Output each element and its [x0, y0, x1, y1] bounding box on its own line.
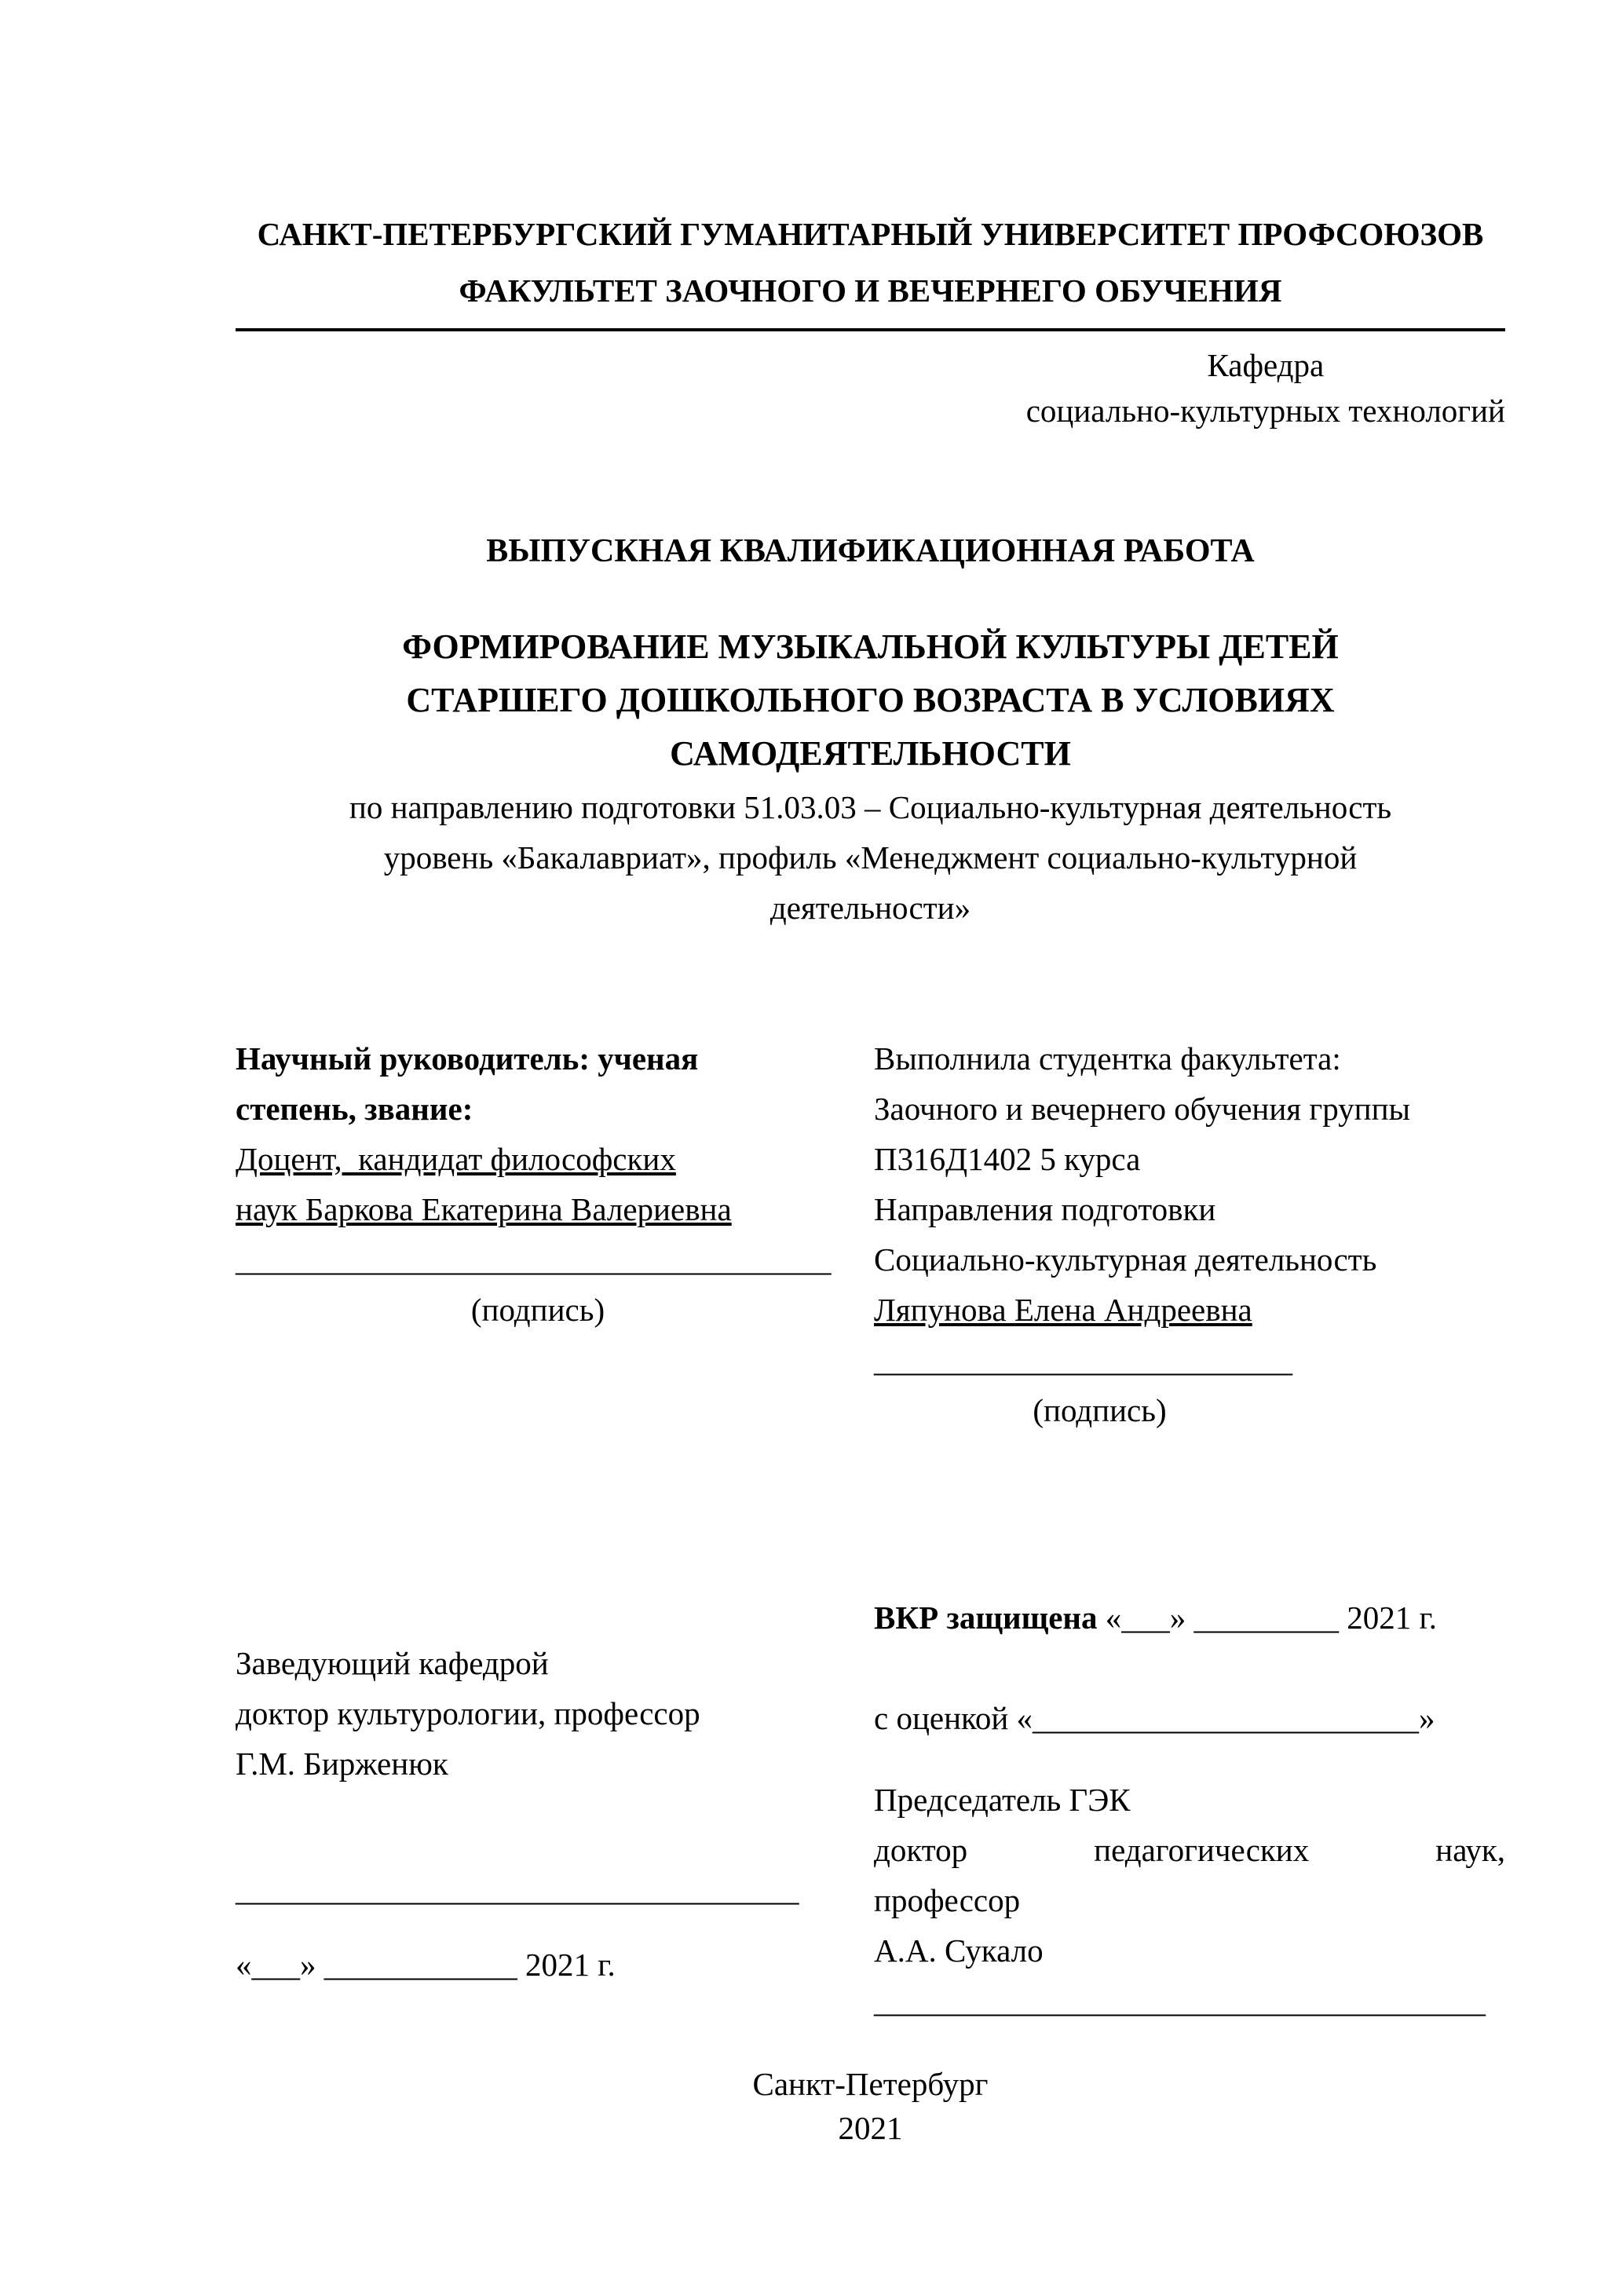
- university-name: САНКТ-ПЕТЕРБУРГСКИЙ ГУМАНИТАРНЫЙ УНИВЕРСИТЕТ ПРОФСОЮЗОВ: [257, 216, 1484, 252]
- supervisor-signature-line: _____________________________________: [236, 1241, 832, 1278]
- work-type-title: ВЫПУСКНАЯ КВАЛИФИКАЦИОННАЯ РАБОТА: [486, 533, 1255, 569]
- thesis-title-line2: СТАРШЕГО ДОШКОЛЬНОГО ВОЗРАСТА В УСЛОВИЯХ: [406, 681, 1335, 719]
- footer-year: 2021: [838, 2110, 903, 2146]
- head-of-department-block: [236, 1592, 840, 2026]
- committee-signature-line: ______________________________________: [874, 1983, 1486, 2019]
- student-info-line: Заочного и вечернего обучения группы: [874, 1091, 1411, 1127]
- signatures-top-section: [236, 1033, 1505, 1435]
- thesis-subtitle: [236, 782, 1505, 933]
- supervisor-signature-caption: (подпись): [470, 1292, 605, 1328]
- head-name: Г.М. Бирженюк: [236, 1746, 448, 1782]
- thesis-title: [236, 620, 1505, 781]
- grade-line: с оценкой «________________________»: [874, 1700, 1435, 1736]
- thesis-title-line1: ФОРМИРОВАНИЕ МУЗЫКАЛЬНОЙ КУЛЬТУРЫ ДЕТЕЙ: [402, 627, 1339, 666]
- student-block: [874, 1033, 1505, 1435]
- footer-block: [236, 2062, 1505, 2150]
- committee-chair-rank: профессор: [874, 1882, 1021, 1918]
- signatures-bottom-section: [236, 1592, 1505, 2026]
- defense-date-blank: «___» _________ 2021 г.: [1105, 1600, 1437, 1636]
- student-info-line: Направления подготовки: [874, 1191, 1216, 1227]
- level-profile-line2: деятельности»: [769, 890, 971, 926]
- defense-line: [874, 1592, 1505, 1643]
- supervisor-label-line1: Научный руководитель: ученая: [236, 1040, 699, 1077]
- level-profile-line1: уровень «Бакалавриат», профиль «Менеджмент социально-культурной: [383, 839, 1358, 876]
- department-name: социально-культурных технологий: [1025, 393, 1505, 429]
- supervisor-block: [236, 1033, 840, 1435]
- department-wrap: [236, 342, 1505, 433]
- head-position-line1: Заведующий кафедрой: [236, 1645, 549, 1681]
- supervisor-name-line2: наук Баркова Екатерина Валериевна: [236, 1191, 732, 1227]
- student-name: Ляпунова Елена Андреевна: [874, 1292, 1252, 1328]
- department-block: [1026, 342, 1505, 433]
- head-date-line: «___» ____________ 2021 г.: [236, 1947, 616, 1983]
- thesis-title-line3: САМОДЕЯТЕЛЬНОСТИ: [670, 734, 1071, 773]
- head-signature-line: ___________________________________: [236, 1871, 799, 1907]
- supervisor-name-line1: Доцент, кандидат философских: [236, 1141, 676, 1177]
- student-info-line: П316Д1402 5 курса: [874, 1141, 1141, 1177]
- student-info-line: Выполнила студентка факультета:: [874, 1040, 1341, 1077]
- student-info-line: Социально-культурная деятельность: [874, 1241, 1377, 1278]
- student-signature-block: [874, 1335, 1325, 1435]
- faculty-name: ФАКУЛЬТЕТ ЗАОЧНОГО И ВЕЧЕРНЕГО ОБУЧЕНИЯ: [459, 272, 1282, 309]
- student-signature-caption: (подпись): [1033, 1392, 1167, 1428]
- department-label: Кафедра: [1207, 347, 1325, 383]
- document-header: [236, 206, 1505, 331]
- committee-chair-name: А.А. Сукало: [874, 1932, 1044, 1969]
- student-signature-line: __________________________: [874, 1342, 1292, 1378]
- head-position-line2: доктор культурологии, профессор: [236, 1695, 700, 1731]
- program-line: по направлению подготовки 51.03.03 – Социально-культурная деятельность: [349, 789, 1392, 825]
- defense-committee-block: [874, 1592, 1505, 2026]
- supervisor-label-line2: степень, звание:: [236, 1091, 473, 1127]
- committee-chair-title: Председатель ГЭК: [874, 1782, 1131, 1818]
- footer-city: Санкт-Петербург: [752, 2066, 989, 2102]
- defense-label: ВКР защищена: [874, 1600, 1098, 1636]
- committee-chair-degree: доктор педагогических наук,: [874, 1832, 1505, 1868]
